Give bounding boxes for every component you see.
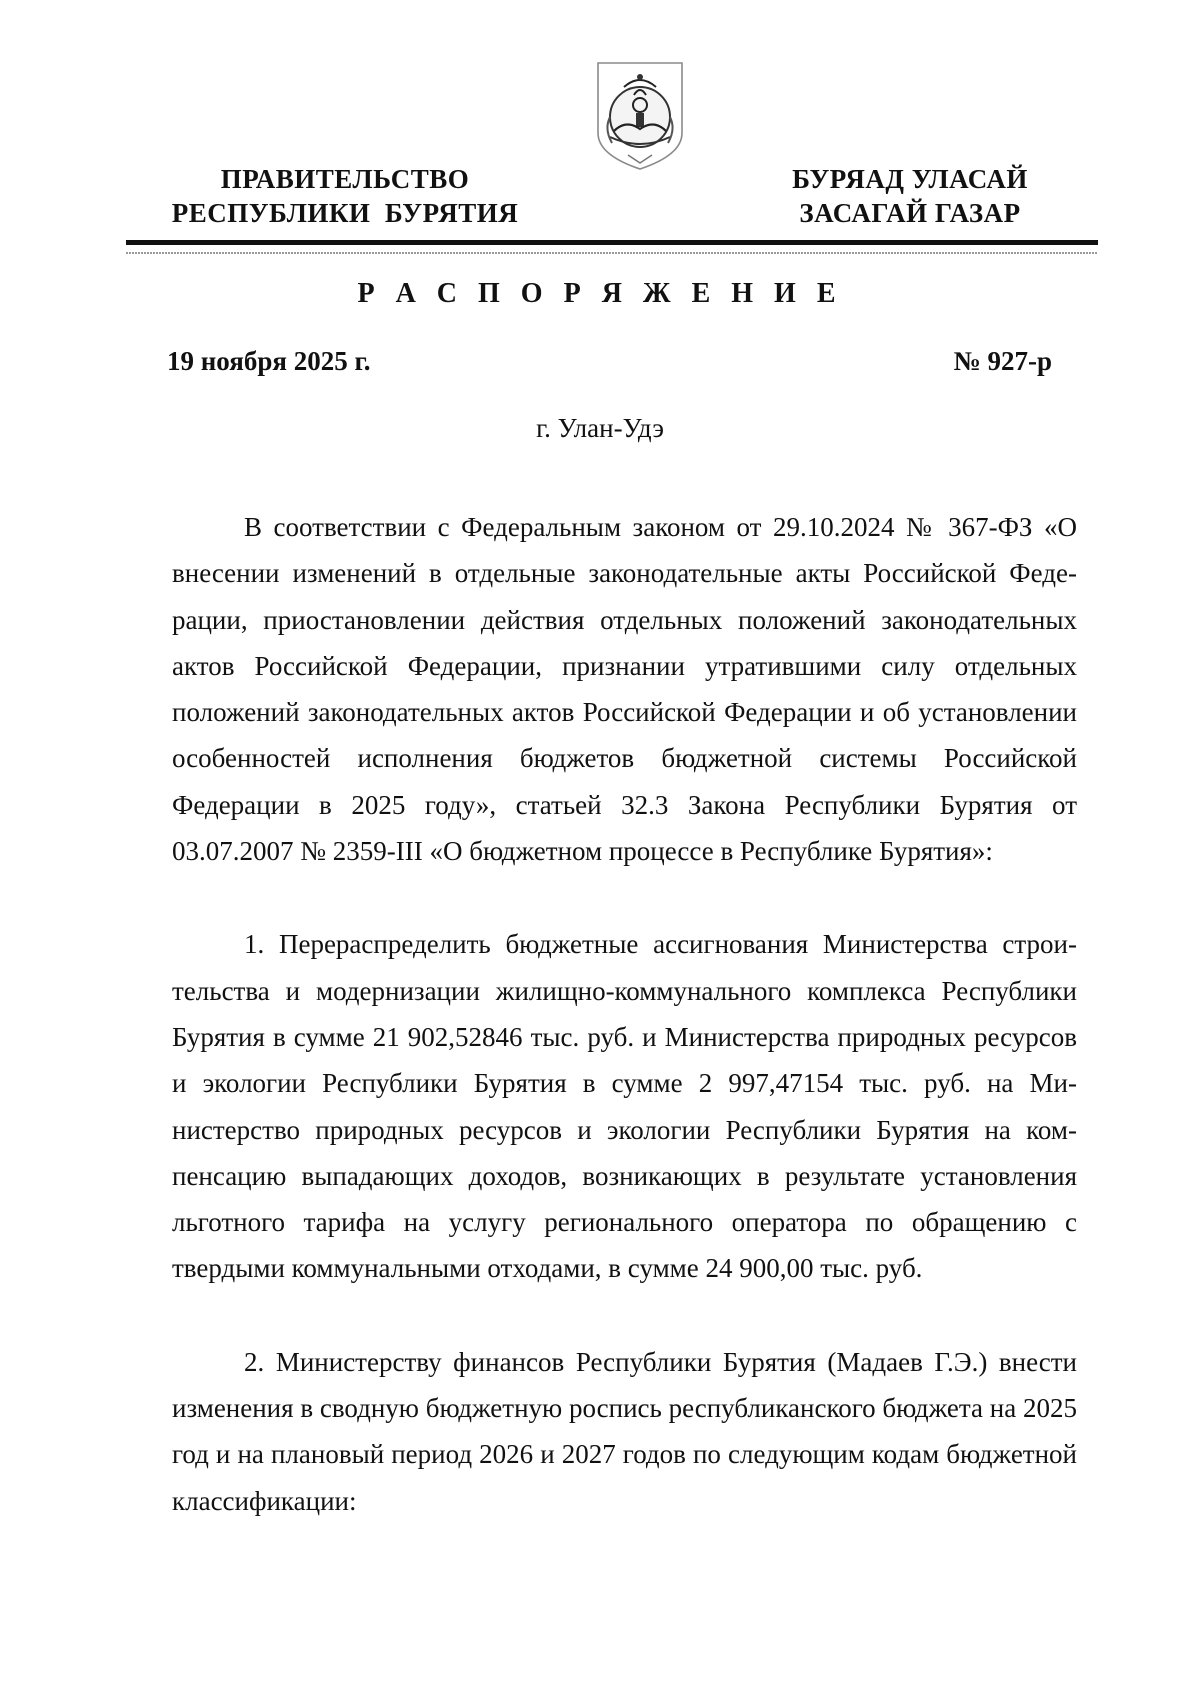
body-item-2: 2. Министерству финансов Республики Бурятия (Мадаев Г.Э.) внести изменения в сводную бюджетную роспись республиканского бюджета на 2025 год и на плановый период 2026 и 2027 годов по следующим кодам бюджетной классификации:: [172, 1346, 1077, 1516]
document-body: [172, 504, 1077, 1524]
organization-name-russian: [150, 162, 540, 230]
org-ru-line1: ПРАВИТЕЛЬСТВО: [220, 164, 470, 194]
document-number: № 927-р: [953, 346, 1052, 376]
org-bua-line1: БУРЯАД УЛАСАЙ: [792, 164, 1028, 194]
org-bua-line2: ЗАСАГАЙ ГАЗАР: [799, 198, 1021, 228]
header-divider-thick: [126, 240, 1098, 245]
body-preamble: В соответствии с Федеральным законом от 29.10.2024 № 367-ФЗ «О внесении изменений в отдельные законодательные акты Российской Федерации, приостановлении действия отдельных положений законодательных актов Российской Федерации, признании утратившими силу отдельных положений законодательных актов Российской Федерации и об установлении особенностей исполнения бюджетов бюджетной системы Российской Федерации в 2025 году», статьей 32.3 Закона Республики Бурятия от 03.07.2007 № 2359-III «О бюджетном процессе в Республике Бурятия»:: [172, 512, 1077, 867]
org-ru-line2: РЕСПУБЛИКИ БУРЯТИЯ: [171, 198, 519, 228]
coat-of-arms-icon: [590, 55, 690, 175]
body-item-1: 1. Перераспределить бюджетные ассигнования Министерства строительства и модернизации жилищно-коммунального комплекса Республики Бурятия в сумме 21 902,52846 тыс. руб. и Министерства природных ресурсов и экологии Республики Бурятия в сумме 2 997,47154 тыс. руб. на Министерство природных ресурсов и экологии Республики Бурятия на компенсацию выпадающих доходов, возникающих в результате установления льготного тарифа на услугу регионального оператора по обращению с твердыми коммунальными отходами, в сумме 24 900,00 тыс. руб.: [172, 929, 1077, 1284]
document-city: г. Улан-Удэ: [536, 413, 664, 443]
organization-name-buryat: [745, 162, 1075, 230]
document-date: 19 ноября 2025 г.: [167, 346, 371, 376]
header-divider-thin: [126, 252, 1098, 254]
document-type-title: Р А С П О Р Я Ж Е Н И Е: [357, 278, 843, 309]
